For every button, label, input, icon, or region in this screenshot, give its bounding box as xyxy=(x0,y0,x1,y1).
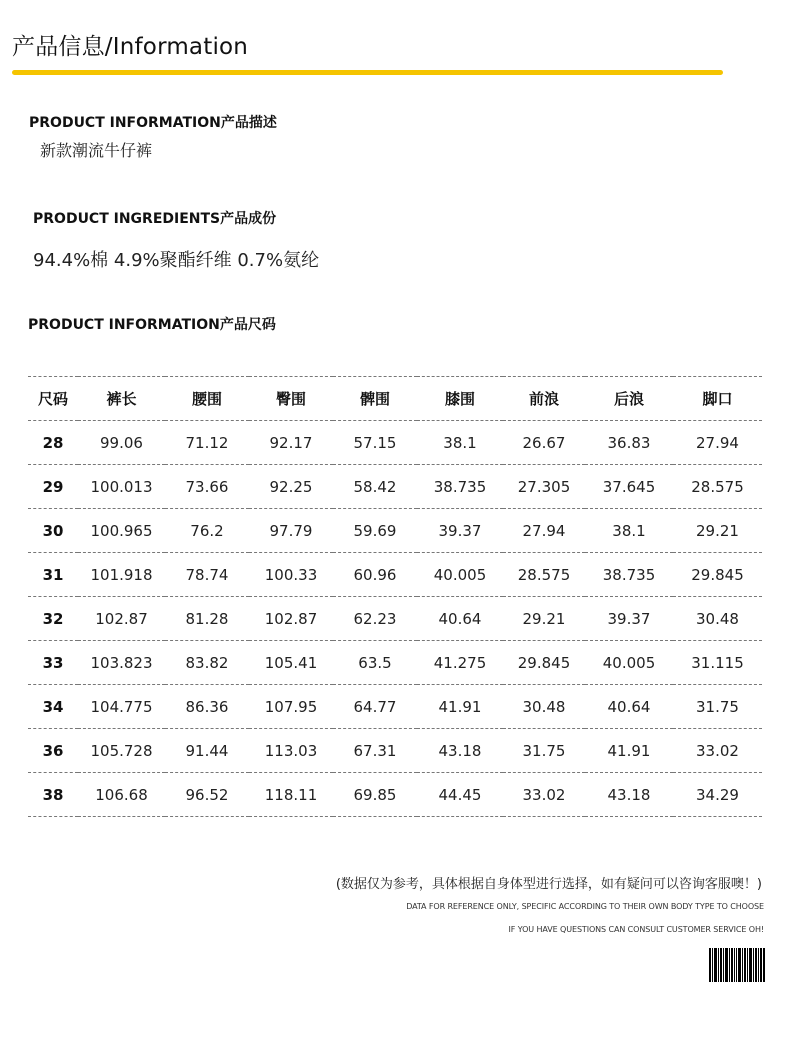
disclaimer-cn: (数据仅为参考，具体根据自身体型进行选择，如有疑问可以咨询客服噢！) xyxy=(335,877,762,892)
table-row xyxy=(28,421,762,465)
header-back-rise: 后浪 xyxy=(585,377,673,421)
measurement-cell: 81.28 xyxy=(165,597,249,641)
table-row xyxy=(28,773,762,817)
measurement-cell: 106.68 xyxy=(78,773,165,817)
measurement-cell: 33.02 xyxy=(673,729,762,773)
measurement-cell: 44.45 xyxy=(417,773,503,817)
barcode-icon xyxy=(709,948,765,982)
measurement-cell: 30.48 xyxy=(673,597,762,641)
measurement-cell: 76.2 xyxy=(165,509,249,553)
header-front-rise: 前浪 xyxy=(503,377,585,421)
measurement-cell: 62.23 xyxy=(333,597,417,641)
measurement-cell: 27.94 xyxy=(503,509,585,553)
size-cell: 32 xyxy=(28,597,78,641)
measurement-cell: 107.95 xyxy=(249,685,333,729)
measurement-cell: 105.728 xyxy=(78,729,165,773)
size-cell: 31 xyxy=(28,553,78,597)
measurement-cell: 97.79 xyxy=(249,509,333,553)
measurement-cell: 29.845 xyxy=(673,553,762,597)
measurement-cell: 29.845 xyxy=(503,641,585,685)
header-thigh: 髀围 xyxy=(333,377,417,421)
measurement-cell: 57.15 xyxy=(333,421,417,465)
measurement-cell: 40.005 xyxy=(585,641,673,685)
measurement-cell: 83.82 xyxy=(165,641,249,685)
table-row xyxy=(28,685,762,729)
description-value: 新款潮流牛仔裤 xyxy=(40,141,153,160)
size-cell: 29 xyxy=(28,465,78,509)
measurement-cell: 26.67 xyxy=(503,421,585,465)
measurement-cell: 27.305 xyxy=(503,465,585,509)
measurement-cell: 92.25 xyxy=(249,465,333,509)
measurement-cell: 58.42 xyxy=(333,465,417,509)
header-knee: 膝围 xyxy=(417,377,503,421)
measurement-cell: 40.005 xyxy=(417,553,503,597)
measurement-cell: 29.21 xyxy=(673,509,762,553)
measurement-cell: 31.115 xyxy=(673,641,762,685)
header-hip: 臀围 xyxy=(249,377,333,421)
measurement-cell: 104.775 xyxy=(78,685,165,729)
measurement-cell: 105.41 xyxy=(249,641,333,685)
size-cell: 36 xyxy=(28,729,78,773)
measurement-cell: 38.735 xyxy=(585,553,673,597)
header-waist: 腰围 xyxy=(165,377,249,421)
table-row xyxy=(28,641,762,685)
measurement-cell: 27.94 xyxy=(673,421,762,465)
measurement-cell: 40.64 xyxy=(417,597,503,641)
measurement-cell: 30.48 xyxy=(503,685,585,729)
measurement-cell: 86.36 xyxy=(165,685,249,729)
ingredients-heading: PRODUCT INGREDIENTS产品成份 xyxy=(33,211,277,227)
measurement-cell: 39.37 xyxy=(417,509,503,553)
measurement-cell: 36.83 xyxy=(585,421,673,465)
measurement-cell: 40.64 xyxy=(585,685,673,729)
measurement-cell: 100.013 xyxy=(78,465,165,509)
measurement-cell: 102.87 xyxy=(249,597,333,641)
measurement-cell: 64.77 xyxy=(333,685,417,729)
measurement-cell: 71.12 xyxy=(165,421,249,465)
size-cell: 30 xyxy=(28,509,78,553)
measurement-cell: 69.85 xyxy=(333,773,417,817)
measurement-cell: 38.735 xyxy=(417,465,503,509)
size-cell: 38 xyxy=(28,773,78,817)
measurement-cell: 37.645 xyxy=(585,465,673,509)
size-info-heading: PRODUCT INFORMATION产品尺码 xyxy=(28,317,276,333)
measurement-cell: 29.21 xyxy=(503,597,585,641)
measurement-cell: 28.575 xyxy=(673,465,762,509)
measurement-cell: 113.03 xyxy=(249,729,333,773)
measurement-cell: 100.965 xyxy=(78,509,165,553)
measurement-cell: 38.1 xyxy=(417,421,503,465)
disclaimer-en-2: IF YOU HAVE QUESTIONS CAN CONSULT CUSTOMER SERVICE OH! xyxy=(508,925,764,934)
measurement-cell: 43.18 xyxy=(417,729,503,773)
measurement-cell: 118.11 xyxy=(249,773,333,817)
ingredients-value: 94.4%棉 4.9%聚酯纤维 0.7%氨纶 xyxy=(33,250,320,271)
measurement-cell: 102.87 xyxy=(78,597,165,641)
measurement-cell: 41.91 xyxy=(585,729,673,773)
page-title: 产品信息/Information xyxy=(12,34,249,60)
measurement-cell: 41.91 xyxy=(417,685,503,729)
size-table xyxy=(28,376,762,817)
description-heading: PRODUCT INFORMATION产品描述 xyxy=(29,115,277,131)
table-row xyxy=(28,509,762,553)
measurement-cell: 101.918 xyxy=(78,553,165,597)
measurement-cell: 34.29 xyxy=(673,773,762,817)
table-row xyxy=(28,465,762,509)
measurement-cell: 103.823 xyxy=(78,641,165,685)
measurement-cell: 28.575 xyxy=(503,553,585,597)
measurement-cell: 73.66 xyxy=(165,465,249,509)
header-size: 尺码 xyxy=(28,377,78,421)
size-cell: 34 xyxy=(28,685,78,729)
measurement-cell: 39.37 xyxy=(585,597,673,641)
measurement-cell: 67.31 xyxy=(333,729,417,773)
header-length: 裤长 xyxy=(78,377,165,421)
measurement-cell: 33.02 xyxy=(503,773,585,817)
measurement-cell: 96.52 xyxy=(165,773,249,817)
header-leg-opening: 脚口 xyxy=(673,377,762,421)
table-row xyxy=(28,597,762,641)
disclaimer-en-1: DATA FOR REFERENCE ONLY, SPECIFIC ACCORDING TO THEIR OWN BODY TYPE TO CHOOSE xyxy=(406,902,764,911)
measurement-cell: 100.33 xyxy=(249,553,333,597)
measurement-cell: 78.74 xyxy=(165,553,249,597)
measurement-cell: 91.44 xyxy=(165,729,249,773)
measurement-cell: 41.275 xyxy=(417,641,503,685)
table-row xyxy=(28,553,762,597)
table-header-row xyxy=(28,377,762,421)
table-row xyxy=(28,729,762,773)
measurement-cell: 60.96 xyxy=(333,553,417,597)
measurement-cell: 43.18 xyxy=(585,773,673,817)
measurement-cell: 38.1 xyxy=(585,509,673,553)
measurement-cell: 31.75 xyxy=(673,685,762,729)
measurement-cell: 92.17 xyxy=(249,421,333,465)
size-cell: 33 xyxy=(28,641,78,685)
measurement-cell: 63.5 xyxy=(333,641,417,685)
measurement-cell: 99.06 xyxy=(78,421,165,465)
title-underline xyxy=(12,70,723,75)
measurement-cell: 31.75 xyxy=(503,729,585,773)
measurement-cell: 59.69 xyxy=(333,509,417,553)
size-cell: 28 xyxy=(28,421,78,465)
